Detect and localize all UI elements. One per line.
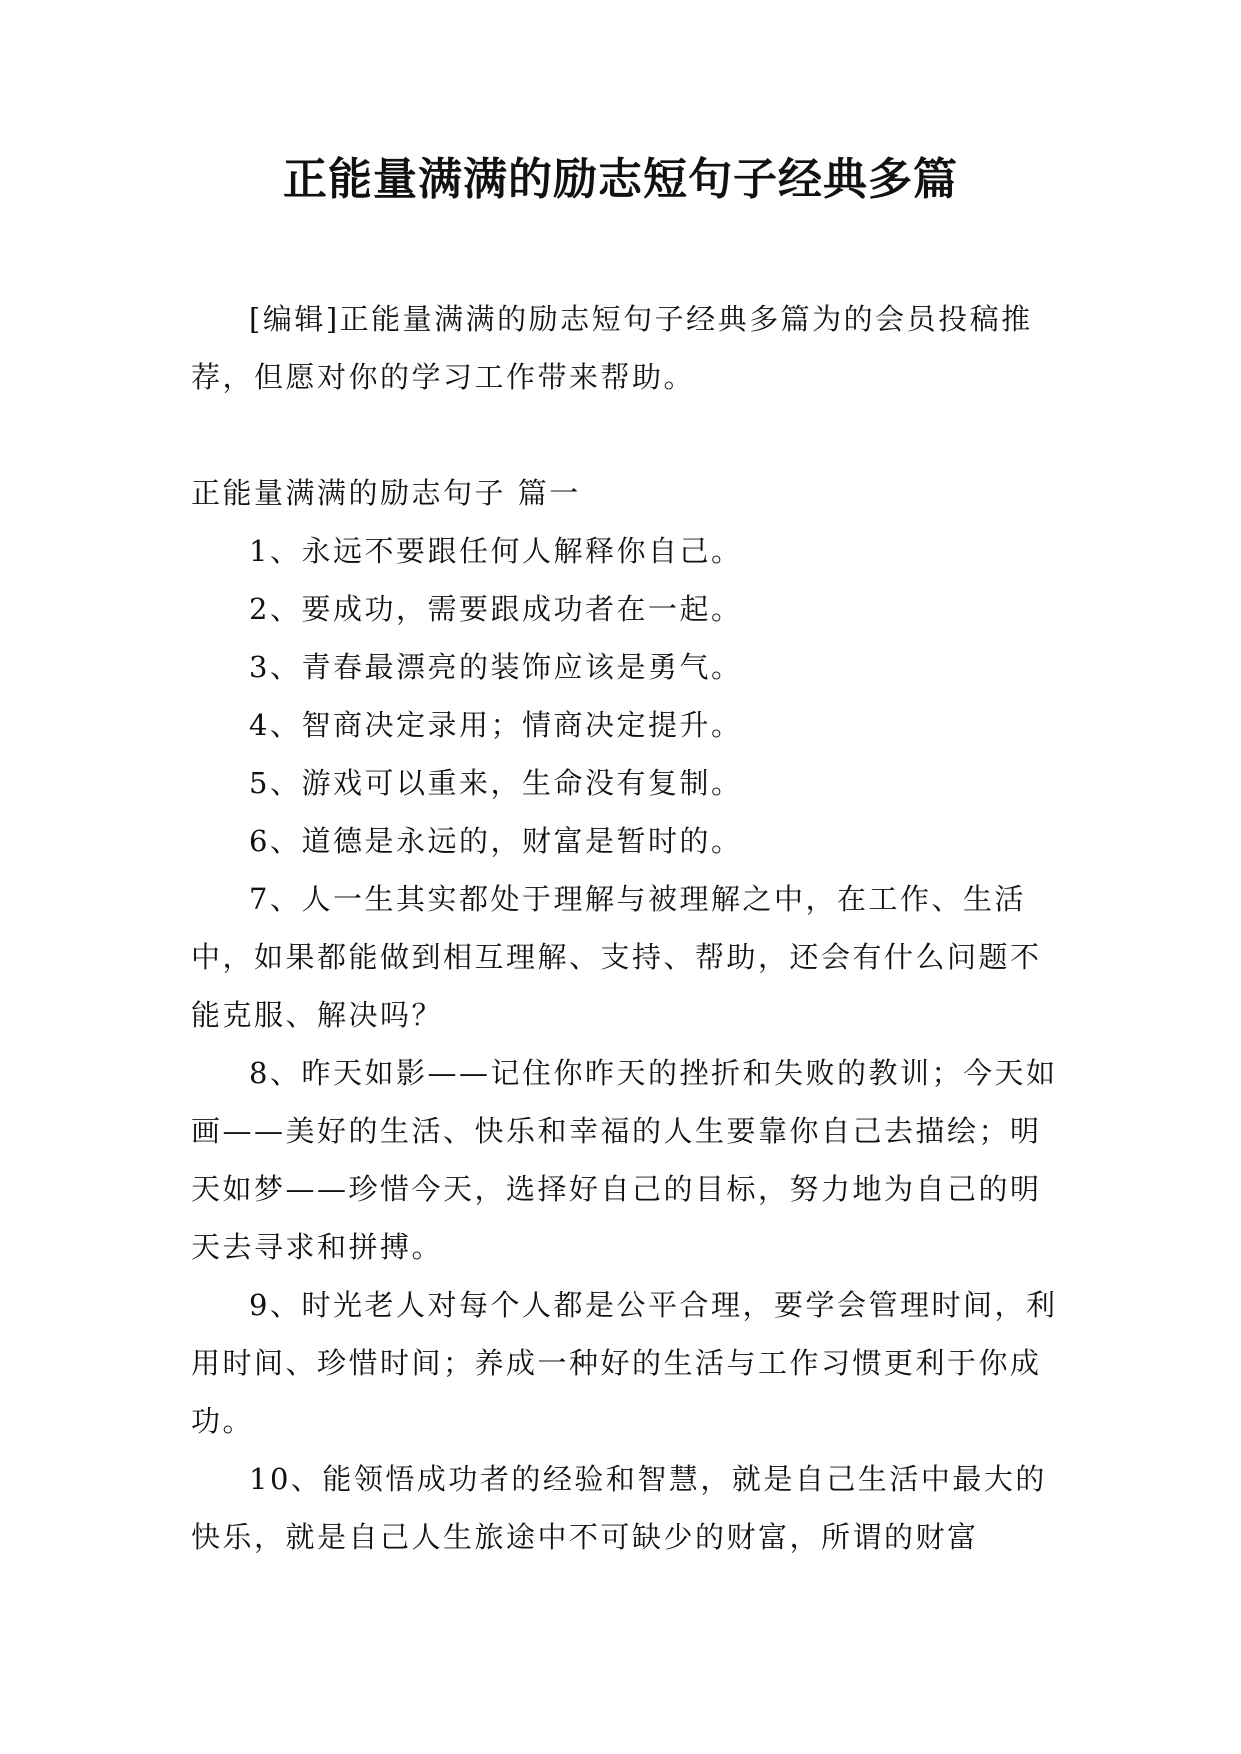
list-item: 9、时光老人对每个人都是公平合理，要学会管理时间，利用时间、珍惜时间；养成一种好的生活与工作习惯更利于你成功。 bbox=[191, 1288, 1058, 1438]
list-item: 10、能领悟成功者的经验和智慧，就是自己生活中最大的快乐，就是自己人生旅途中不可缺少的财富，所谓的财富 bbox=[191, 1462, 1047, 1554]
list-item: 4、智商决定录用；情商决定提升。 bbox=[249, 708, 743, 742]
list-item: 3、青春最漂亮的装饰应该是勇气。 bbox=[249, 650, 743, 684]
list-item: 1、永远不要跟任何人解释你自己。 bbox=[249, 534, 743, 568]
list-item: 5、游戏可以重来，生命没有复制。 bbox=[249, 766, 743, 800]
list-item: 2、要成功，需要跟成功者在一起。 bbox=[249, 592, 743, 626]
section-heading: 正能量满满的励志句子 篇一 bbox=[191, 476, 581, 510]
document-body bbox=[191, 290, 1071, 1566]
paragraph-gap bbox=[191, 406, 1071, 464]
list-item: 7、人一生其实都处于理解与被理解之中，在工作、生活中，如果都能做到相互理解、支持、帮助，还会有什么问题不能克服、解决吗？ bbox=[191, 882, 1042, 1032]
list-item: 6、道德是永远的，财富是暂时的。 bbox=[249, 824, 743, 858]
document-title: 正能量满满的励志短句子经典多篇 bbox=[283, 154, 958, 205]
list-item: 8、昨天如影——记住你昨天的挫折和失败的教训；今天如画——美好的生活、快乐和幸福的人生要靠你自己去描绘；明天如梦——珍惜今天，选择好自己的目标，努力地为自己的明天去寻求和拼搏。 bbox=[191, 1056, 1058, 1264]
intro-paragraph: [编辑]正能量满满的励志短句子经典多篇为的会员投稿推荐，但愿对你的学习工作带来帮助。 bbox=[191, 302, 1033, 394]
